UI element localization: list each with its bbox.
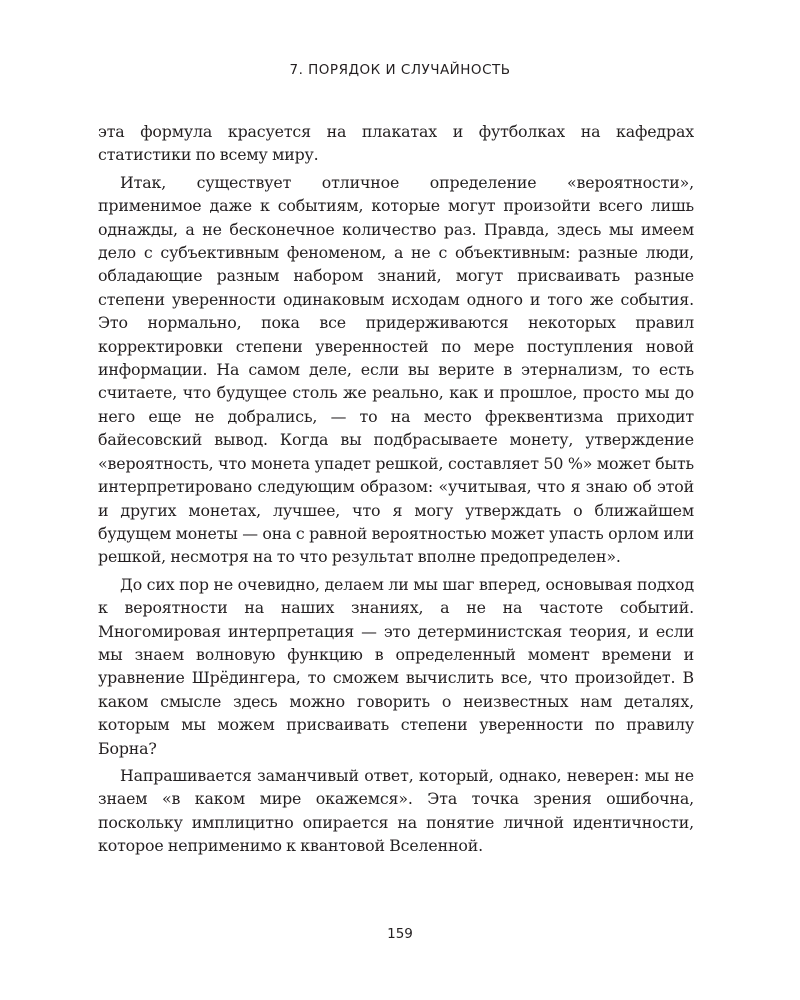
body-text xyxy=(98,120,694,858)
page-number: 159 xyxy=(387,926,413,942)
paragraph-many-worlds-question: До сих пор не очевидно, делаем ли мы шаг вперед, основывая подход к вероятности на наших знаниях, а не на частоте событий. Многомировая интерпретация — это детерминистская теория, и если мы знаем волновую функцию в определенный момент времени и уравнение Шрёдингера, то сможем вычислить все, что произойдет. В каком смысле здесь можно говорить о неизвестных нам деталях, которым мы можем присваивать степени уверенности по правилу Борна? xyxy=(98,574,694,758)
paragraph-tempting-answer: Напрашивается заманчивый ответ, который, однако, неверен: мы не знаем «в каком мире окажемся». Эта точка зрения ошибочна, поскольку имплицитно опирается на понятие личной идентичности, которое неприменимо к квантовой Вселенной. xyxy=(98,765,694,856)
running-head: 7. ПОРЯДОК И СЛУЧАЙНОСТЬ xyxy=(289,62,511,78)
paragraph-continuation: эта формула красуется на плакатах и футболках на кафедрах статистики по всему миру. xyxy=(98,122,694,165)
paragraph-probability-definition: Итак, существует отличное определение «вероятности», применимое даже к событиям, которые могут произойти всего лишь однажды, а не бесконечное количество раз. Правда, здесь мы имеем дело с субъективным феноменом, а не с объективным: разные люди, обладающие разным набором знаний, могут присваивать разные степени уверенности одинаковым исходам одного и того же события. Это нормально, пока все придерживаются некоторых правил корректировки степени уверенностей по мере поступления новой информации. На самом деле, если вы верите в этернализм, то есть считаете, что будущее столь же реально, как и прошлое, просто мы до него еще не добрались, — то на место фреквентизма приходит байесовский вывод. Когда вы подбрасываете монету, утверждение «вероятность, что монета упадет решкой, составляет 50 %» может быть интерпретировано следующим образом: «учитывая, что я знаю об этой и других монетах, лучшее, что я могу утверждать о ближайшем будущем монеты — она с равной вероятностью может упасть орлом или решкой, несмотря на то что результат вполне предопределен». xyxy=(98,172,694,567)
